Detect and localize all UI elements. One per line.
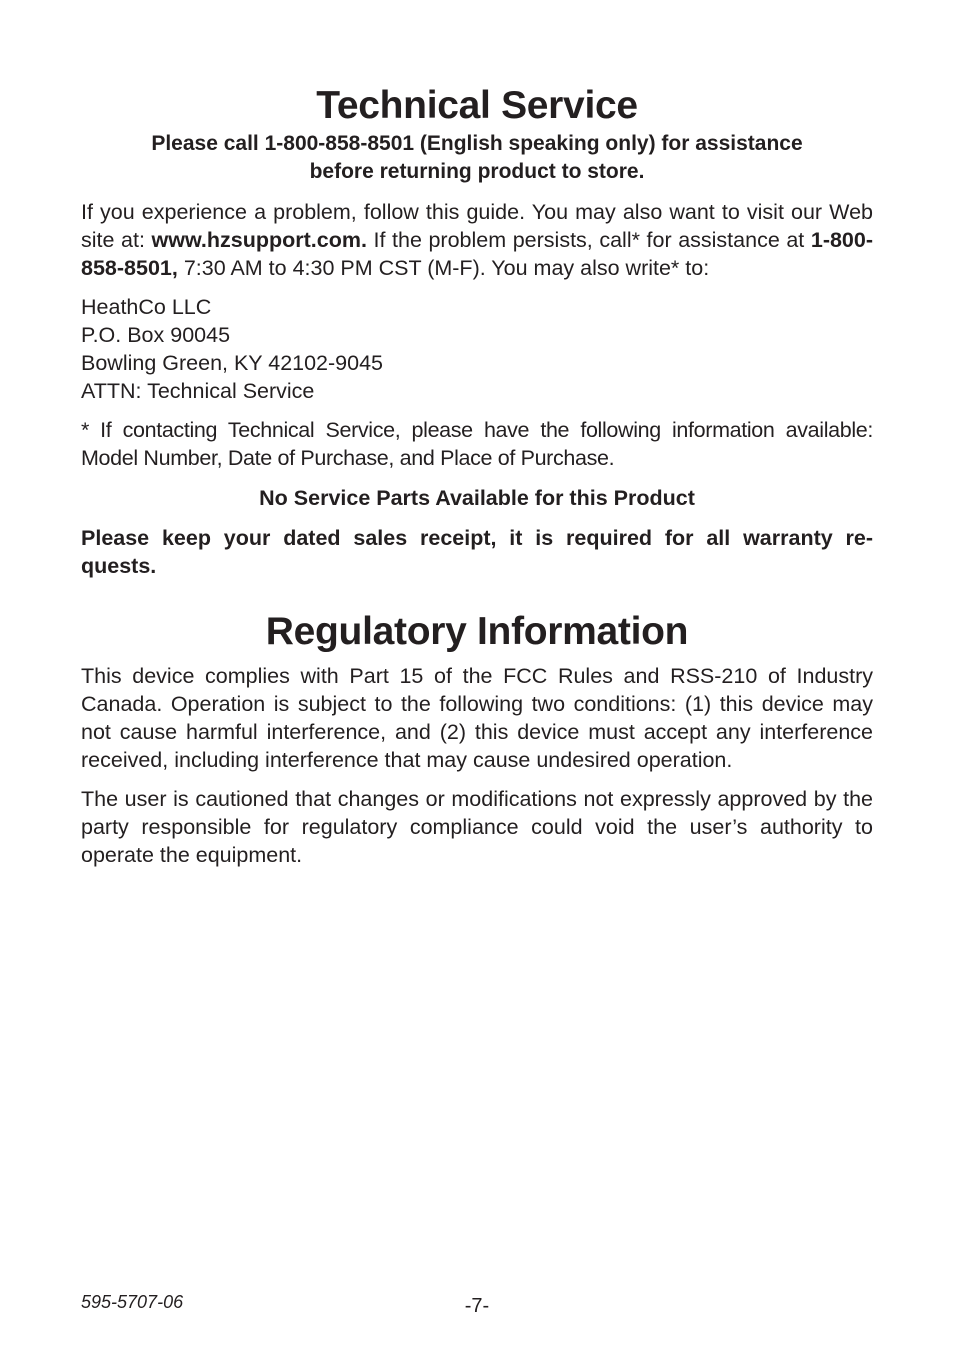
intro-text-2: If the problem persists, call* for assistance at	[366, 228, 811, 252]
page-number: -7-	[464, 1295, 490, 1317]
receipt-notice-line-1: Please keep your dated sales receipt, it is required for all warranty re-	[81, 526, 873, 550]
document-page	[81, 82, 873, 869]
address-line-1: HeathCo LLC	[81, 295, 212, 319]
address-line-4: ATTN: Technical Service	[81, 379, 315, 403]
receipt-notice-line-2: quests.	[81, 554, 157, 578]
regulatory-information-heading: Regulatory Information	[265, 610, 689, 653]
support-phone-number: 1-800-858-8501,	[81, 228, 874, 280]
address-line-2: P.O. Box 90045	[81, 323, 231, 347]
subtitle-line-1: Please call 1-800-858-8501 (English speaking only) for assistance	[151, 132, 803, 155]
receipt-notice	[81, 524, 873, 580]
no-service-parts-notice: No Service Parts Available for this Product	[259, 486, 695, 510]
intro-text-1: If you experience a problem, follow this guide. You may also want to visit our Web site at:	[81, 200, 873, 252]
technical-service-heading: Technical Service	[316, 84, 638, 127]
user-caution-paragraph: The user is cautioned that changes or modifications not expressly approved by the party responsible for regulatory compliance could void the user’s authority to operate the equipment.	[81, 787, 873, 867]
intro-text-3: 7:30 AM to 4:30 PM CST (M-F). You may also write* to:	[177, 256, 710, 280]
mailing-address	[81, 293, 873, 405]
technical-service-subtitle	[81, 130, 873, 186]
support-website-link: www.hzsupport.com.	[151, 228, 367, 252]
document-code: 595-5707-06	[81, 1292, 184, 1312]
subtitle-line-2: before returning product to store.	[309, 160, 645, 183]
fcc-compliance-paragraph: This device complies with Part 15 of the FCC Rules and RSS-210 of Industry Canada. Operation is subject to the following two conditions: (1) this device may not cause harmful interference, and (2) this device must accept any interference received, including interference that may cause undesired operation.	[81, 664, 873, 772]
technical-service-intro	[81, 198, 873, 282]
contact-info-note: * If contacting Technical Service, please have the following information available: Model Number, Date of Purchase, and Place of Purchase.	[81, 418, 873, 470]
address-line-3: Bowling Green, KY 42102-9045	[81, 351, 384, 375]
